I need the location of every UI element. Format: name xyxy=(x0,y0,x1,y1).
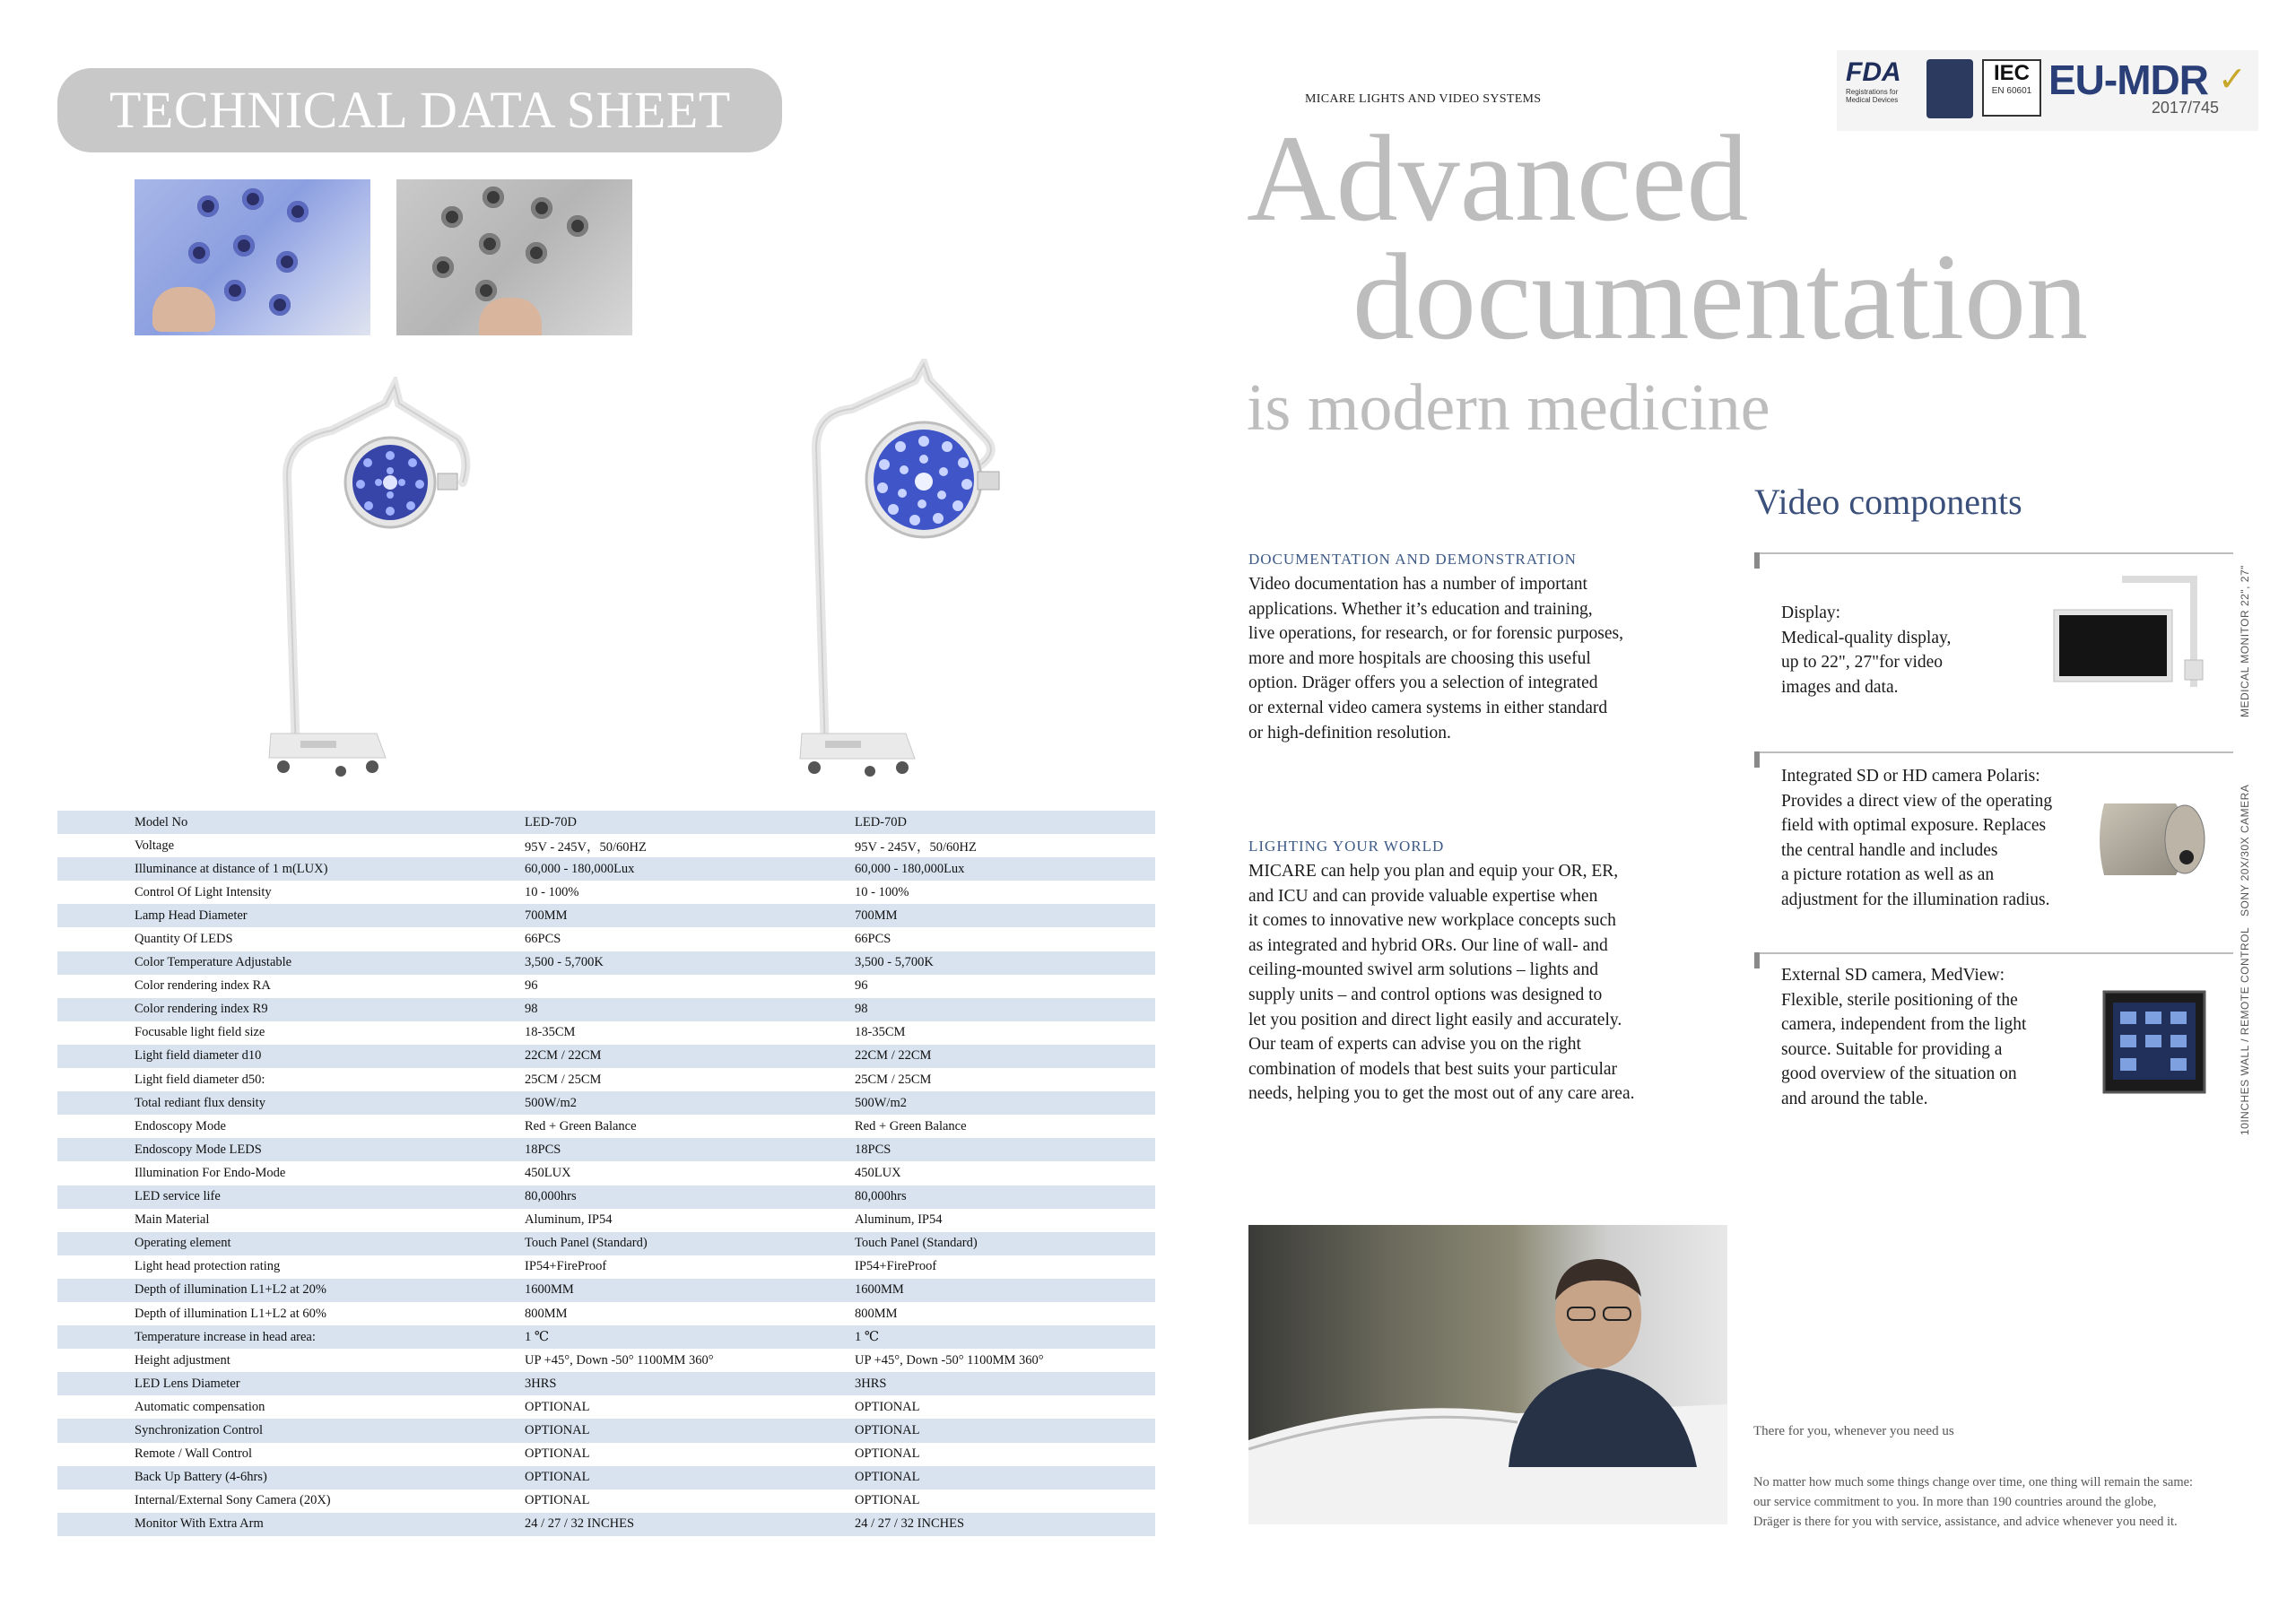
spec-label-cell: LED Lens Diameter xyxy=(135,1376,240,1391)
medical-monitor-image xyxy=(2050,570,2212,696)
spec-value-cell: LED-70D xyxy=(525,814,577,829)
spec-row xyxy=(57,927,1155,951)
spec-label-cell: Synchronization Control xyxy=(135,1422,263,1437)
spec-value-cell: 80,000hrs xyxy=(525,1189,577,1204)
spec-label-cell: Color Temperature Adjustable xyxy=(135,955,292,970)
component-external-camera-text: External SD camera, MedView: Flexible, sterile positioning of the camera, independent from the light source. Suitable for providing a good overview of the situation on and around the table. xyxy=(1781,966,2027,1108)
spec-row xyxy=(57,1279,1155,1302)
spec-value-cell: 95V - 245V，50/60HZ xyxy=(855,839,977,855)
section-documentation-text: Video documentation has a number of important applications. Whether it’s education and training, live operations, for research, or for forensic purposes, more and more hospitals are choosing this useful option. Dräger offers you a selection of integrated or external video camera systems in either standard or high-definition resolution. xyxy=(1248,575,1624,743)
spec-row xyxy=(57,998,1155,1021)
spec-label-cell: Illuminance at distance of 1 m(LUX) xyxy=(135,861,328,876)
spec-row xyxy=(57,1021,1155,1045)
fda-logo: FDA Registrations for Medical Devices xyxy=(1846,57,1901,104)
spec-label-cell: Voltage xyxy=(135,838,175,853)
spec-value-cell: 3HRS xyxy=(525,1376,557,1391)
spec-label-cell: Height adjustment xyxy=(135,1352,230,1368)
spec-label-cell: Depth of illumination L1+L2 at 20% xyxy=(135,1282,326,1298)
section-lighting-heading: LIGHTING YOUR WORLD xyxy=(1248,838,1445,855)
mobile-surgical-lamp-illustration-1 xyxy=(251,377,511,780)
spec-value-cell: 500W/m2 xyxy=(855,1095,907,1110)
iec-logo: IEC EN 60601 xyxy=(1982,59,2041,117)
spec-value-cell: 66PCS xyxy=(525,932,561,947)
mobile-surgical-lamp-illustration-2 xyxy=(789,359,1058,780)
spec-row xyxy=(57,881,1155,904)
video-components-title: Video components xyxy=(1754,482,2022,522)
spec-row xyxy=(57,1466,1155,1489)
spec-label-cell: Internal/External Sony Camera (20X) xyxy=(135,1493,331,1508)
spec-value-cell: Red + Green Balance xyxy=(855,1118,967,1133)
wall-control-panel-image xyxy=(2099,986,2215,1094)
spec-row xyxy=(57,1045,1155,1068)
spec-value-cell: IP54+FireProof xyxy=(855,1259,937,1274)
spec-row xyxy=(57,1138,1155,1161)
spec-row xyxy=(57,904,1155,927)
spec-value-cell: OPTIONAL xyxy=(855,1493,920,1508)
spec-label-cell: Focusable light field size xyxy=(135,1025,265,1040)
spec-value-cell: 3HRS xyxy=(855,1376,887,1391)
spec-row xyxy=(57,1349,1155,1372)
component-display-text: Display: Medical-quality display, up to 22", 27"for video images and data. xyxy=(1781,604,1952,697)
spec-value-cell: 18PCS xyxy=(525,1142,561,1157)
spec-label-cell: Temperature increase in head area: xyxy=(135,1329,316,1344)
spec-label-cell: Endoscopy Mode LEDS xyxy=(135,1142,262,1157)
heading-documentation: documentation xyxy=(1352,228,2089,365)
spec-label-cell: Quantity Of LEDS xyxy=(135,932,233,947)
spec-value-cell: 500W/m2 xyxy=(525,1095,577,1110)
spec-label-cell: Total rediant flux density xyxy=(135,1095,265,1110)
spec-value-cell: Red + Green Balance xyxy=(525,1118,637,1133)
spec-value-cell: OPTIONAL xyxy=(525,1493,590,1508)
component-marker-1 xyxy=(1754,552,1760,569)
spec-row xyxy=(57,1232,1155,1255)
lamp-head-closeup-photo-blue xyxy=(135,179,370,335)
spec-row xyxy=(57,1513,1155,1536)
spec-value-cell: OPTIONAL xyxy=(525,1470,590,1485)
side-label-monitor: MEDICAL MONITOR 22", 27" xyxy=(2239,565,2251,717)
spec-value-cell: 60,000 - 180,000Lux xyxy=(855,861,965,876)
spec-label-cell: Color rendering index R9 xyxy=(135,1002,268,1017)
spec-value-cell: 800MM xyxy=(855,1306,898,1321)
side-label-wall-control: 10INCHES WALL / REMOTE CONTROL xyxy=(2239,926,2251,1135)
heading-advanced: Advanced xyxy=(1247,109,1749,247)
spec-value-cell: 24 / 27 / 32 INCHES xyxy=(855,1516,965,1532)
spec-value-cell: 450LUX xyxy=(525,1165,571,1180)
spec-value-cell: 98 xyxy=(855,1002,868,1017)
spec-row xyxy=(57,811,1155,834)
spec-row xyxy=(57,1302,1155,1325)
spec-label-cell: Back Up Battery (4-6hrs) xyxy=(135,1470,267,1485)
section-lighting-text: MICARE can help you plan and equip your OR, ER, and ICU and can provide valuable expertise when it comes to innovative new workplace concepts such as integrated and hybrid ORs. Our line of wall- and ceiling-mounted swivel arm solutions – lights and supply units – and control options was designed to let you position and direct light easily and accurately. Our team of experts can advise you on the right combination of models that best suits your particular needs, helping you to get the most out of any care area. xyxy=(1248,862,1635,1104)
spec-row xyxy=(57,1185,1155,1209)
spec-label-cell: Illumination For Endo-Mode xyxy=(135,1165,286,1180)
spec-value-cell: LED-70D xyxy=(855,814,907,829)
specification-table xyxy=(57,811,1155,1536)
spec-value-cell: OPTIONAL xyxy=(525,1422,590,1437)
spec-row xyxy=(57,1115,1155,1138)
lamp-head-closeup-photo-grey xyxy=(396,179,632,335)
spec-row xyxy=(57,1419,1155,1442)
spec-value-cell: 1 ℃ xyxy=(855,1329,880,1344)
spec-value-cell: UP +45°, Down -50° 1100MM 360° xyxy=(855,1352,1044,1368)
spec-label-cell: Depth of illumination L1+L2 at 60% xyxy=(135,1306,326,1321)
certification-seal-icon xyxy=(1926,59,1973,118)
spec-label-cell: Remote / Wall Control xyxy=(135,1446,253,1462)
spec-value-cell: Aluminum, IP54 xyxy=(855,1212,943,1228)
spec-label-cell: Model No xyxy=(135,814,188,829)
spec-value-cell: 60,000 - 180,000Lux xyxy=(525,861,635,876)
man-in-car-photo xyxy=(1248,1225,1727,1524)
spec-value-cell: 1600MM xyxy=(525,1282,574,1298)
spec-label-cell: Automatic compensation xyxy=(135,1399,265,1414)
spec-row xyxy=(57,1161,1155,1185)
component-camera-text: Integrated SD or HD camera Polaris: Provides a direct view of the operating field with optimal exposure. Replaces the central handle and includes a picture rotation as well as an adjustment for the illumination radius. xyxy=(1781,767,2053,909)
spec-value-cell: 96 xyxy=(525,978,538,994)
spec-value-cell: Touch Panel (Standard) xyxy=(525,1236,648,1251)
spec-value-cell: OPTIONAL xyxy=(855,1446,920,1462)
spec-row xyxy=(57,1372,1155,1395)
spec-value-cell: OPTIONAL xyxy=(525,1446,590,1462)
spec-label-cell: Operating element xyxy=(135,1236,231,1251)
spec-label-cell: Monitor With Extra Arm xyxy=(135,1516,264,1532)
spec-value-cell: 22CM / 22CM xyxy=(525,1048,602,1064)
spec-row xyxy=(57,1325,1155,1349)
spec-value-cell: 18-35CM xyxy=(855,1025,906,1040)
spec-value-cell: Touch Panel (Standard) xyxy=(855,1236,978,1251)
spec-label-cell: Color rendering index RA xyxy=(135,978,271,994)
component-divider-2 xyxy=(1754,751,2233,753)
spec-value-cell: 95V - 245V，50/60HZ xyxy=(525,839,647,855)
spec-row xyxy=(57,951,1155,975)
spec-value-cell: OPTIONAL xyxy=(855,1399,920,1414)
side-label-camera: SONY 20X/30X CAMERA xyxy=(2239,784,2251,916)
heading-modern-medicine: is modern medicine xyxy=(1247,371,1770,445)
component-marker-2 xyxy=(1754,751,1760,768)
spec-value-cell: 3,500 - 5,700K xyxy=(525,955,604,970)
spec-value-cell: 22CM / 22CM xyxy=(855,1048,932,1064)
spec-value-cell: 10 - 100% xyxy=(525,884,579,899)
spec-value-cell: 24 / 27 / 32 INCHES xyxy=(525,1516,635,1532)
spec-label-cell: Endoscopy Mode xyxy=(135,1118,226,1133)
spec-label-cell: LED service life xyxy=(135,1189,221,1204)
spec-row xyxy=(57,857,1155,881)
spec-value-cell: IP54+FireProof xyxy=(525,1259,607,1274)
spec-label-cell: Main Material xyxy=(135,1212,210,1228)
spec-value-cell: 700MM xyxy=(855,908,898,923)
spec-row xyxy=(57,1395,1155,1419)
spec-value-cell: 18-35CM xyxy=(525,1025,576,1040)
spec-value-cell: 800MM xyxy=(525,1306,568,1321)
section-documentation-heading: DOCUMENTATION AND DEMONSTRATION xyxy=(1248,551,1577,568)
spec-value-cell: 18PCS xyxy=(855,1142,891,1157)
service-commitment-text: No matter how much some things change over time, one thing will remain the same: our service commitment to you. In more than 190 countries around the globe, Dräger is there for you with service, assistance, and advice whenever you need it. xyxy=(1753,1475,2194,1529)
spec-label-cell: Light field diameter d10 xyxy=(135,1048,262,1064)
spec-label-cell: Light head protection rating xyxy=(135,1259,281,1274)
spec-value-cell: 96 xyxy=(855,978,868,994)
spec-value-cell: OPTIONAL xyxy=(855,1470,920,1485)
spec-value-cell: OPTIONAL xyxy=(525,1399,590,1414)
spec-row xyxy=(57,834,1155,857)
checkmark-icon: ✓ xyxy=(2218,61,2247,99)
spec-value-cell: 10 - 100% xyxy=(855,884,909,899)
spec-label-cell: Control Of Light Intensity xyxy=(135,884,272,899)
component-divider-3 xyxy=(1754,952,2233,954)
technical-data-sheet-banner: TECHNICAL DATA SHEET xyxy=(57,68,782,152)
spec-value-cell: Aluminum, IP54 xyxy=(525,1212,613,1228)
spec-value-cell: 98 xyxy=(525,1002,538,1017)
spec-row xyxy=(57,975,1155,998)
spec-value-cell: 1600MM xyxy=(855,1282,904,1298)
spec-value-cell: OPTIONAL xyxy=(855,1422,920,1437)
component-divider-1 xyxy=(1754,552,2233,554)
certification-logos xyxy=(1837,50,2258,131)
spec-value-cell: UP +45°, Down -50° 1100MM 360° xyxy=(525,1352,714,1368)
component-marker-3 xyxy=(1754,952,1760,968)
spec-value-cell: 25CM / 25CM xyxy=(855,1072,932,1087)
spec-value-cell: 25CM / 25CM xyxy=(525,1072,602,1087)
spec-row xyxy=(57,1068,1155,1091)
spec-value-cell: 450LUX xyxy=(855,1165,901,1180)
tagline: There for you, whenever you need us xyxy=(1753,1424,1954,1438)
spec-value-cell: 66PCS xyxy=(855,932,891,947)
brand-line: MICARE LIGHTS AND VIDEO SYSTEMS xyxy=(1305,92,1542,106)
eu-mdr-logo: EU-MDR 2017/745 xyxy=(2048,56,2219,117)
spec-label-cell: Lamp Head Diameter xyxy=(135,908,248,923)
spec-label-cell: Light field diameter d50: xyxy=(135,1072,265,1087)
spec-value-cell: 700MM xyxy=(525,908,568,923)
spec-value-cell: 3,500 - 5,700K xyxy=(855,955,934,970)
spec-row xyxy=(57,1091,1155,1115)
spec-row xyxy=(57,1443,1155,1466)
spec-row xyxy=(57,1489,1155,1513)
spec-row xyxy=(57,1209,1155,1232)
integrated-camera-image xyxy=(2086,786,2212,893)
spec-value-cell: 80,000hrs xyxy=(855,1189,907,1204)
spec-value-cell: 1 ℃ xyxy=(525,1329,550,1344)
spec-row xyxy=(57,1255,1155,1279)
